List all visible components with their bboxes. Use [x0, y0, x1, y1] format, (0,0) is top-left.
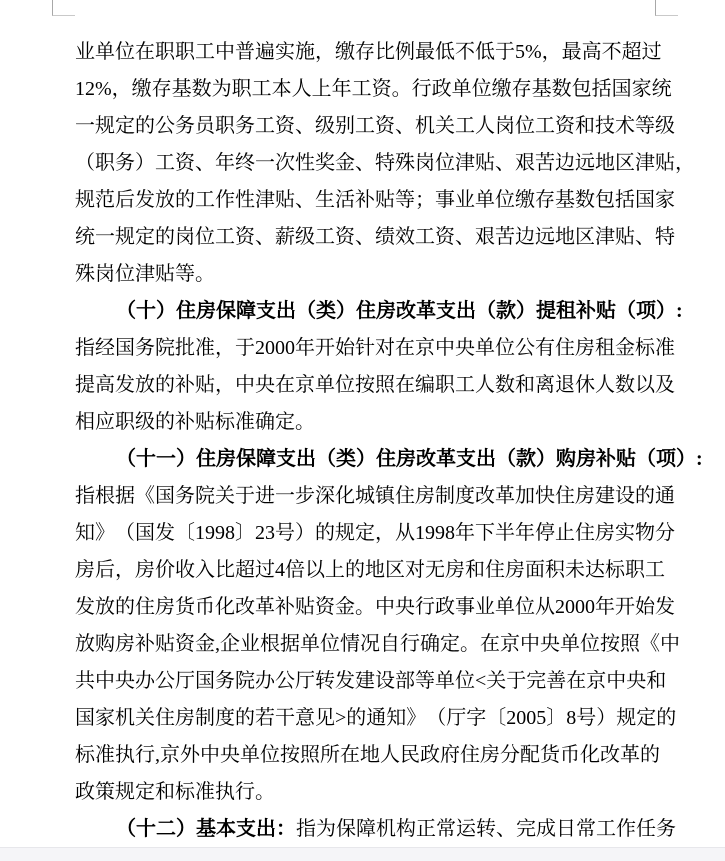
text-line: 标 准 执 行 , 京 外 中 央 单 位 按 照 所 在 地 人 民 政 府 住 房 分 配 货 币 化 改 革 的: [75, 744, 660, 766]
text-line: （ 十 一 ） 住 房 保 障 支 出 （ 类 ） 住 房 改 革 支 出 （ 款 ） 购 房 补 贴 （ 项 ） :: [116, 448, 703, 470]
text-line: （ 十 ） 住 房 保 障 支 出 （ 类 ） 住 房 改 革 支 出 （ 款 ） 提 租 补 贴 （ 项 ） :: [116, 300, 683, 322]
text-line: 相应职级的补贴标准确定。: [75, 411, 315, 433]
text-line: 一 规 定 的 公 务 员 职 务 工 资 、 级 别 工 资 、 机 关 工 人 岗 位 工 资 和 技 术 等 级: [75, 115, 675, 137]
document-page-text: [75, 34, 703, 848]
window-bottom-bar: [0, 847, 725, 861]
margin-crop-mark-left: [52, 0, 75, 16]
text-line: 知 》 （ 国 发 〔 1 9 9 8 〕 2 3 号 ） 的 规 定 ， 从 1 9 9 8 年 下 半 年 停 止 住 房 实 物 分: [75, 522, 675, 544]
text-line: 放 购 房 补 贴 资 金 , 企 业 根 据 单 位 情 况 自 行 确 定 。 在 京 中 央 单 位 按 照 《 中: [75, 633, 680, 655]
text-line: 共 中 央 办 公 厅 国 务 院 办 公 厅 转 发 建 设 部 等 单 位 < 关 于 完 善 在 京 中 央 和: [75, 670, 667, 692]
text-line: 规 范 后 发 放 的 工 作 性 津 贴 、 生 活 补 贴 等 ； 事 业 单 位 缴 存 基 数 包 括 国 家: [75, 189, 675, 211]
text-line: 业 单 位 在 职 职 工 中 普 遍 实 施 ， 缴 存 比 例 最 低 不 低 于 5 % ， 最 高 不 超 过: [75, 41, 662, 63]
text-line: 1 2 % ， 缴 存 基 数 为 职 工 本 人 上 年 工 资 。 行 政 单 位 缴 存 基 数 包 括 国 家 统: [75, 78, 672, 100]
text-line: （ 职 务 ） 工 资 、 年 终 一 次 性 奖 金 、 特 殊 岗 位 津 贴 、 艰 苦 边 远 地 区 津 贴 ，: [75, 152, 695, 174]
text-line: 殊岗位津贴等。: [75, 263, 215, 285]
text-line: （ 十 二 ） 基 本 支 出 ： 指 为 保 障 机 构 正 常 运 转 、 完 成 日 常 工 作 任 务: [116, 818, 676, 840]
text-line: 政策规定和标准执行。: [75, 781, 275, 803]
text-line: 统 一 规 定 的 岗 位 工 资 、 薪 级 工 资 、 绩 效 工 资 、 艰 苦 边 远 地 区 津 贴 、 特: [75, 226, 675, 248]
text-line: 提 高 发 放 的 补 贴 ， 中 央 在 京 单 位 按 照 在 编 职 工 人 数 和 离 退 休 人 数 以 及: [75, 374, 675, 396]
margin-crop-mark-right: [655, 0, 678, 16]
text-line: 指 根 据 《 国 务 院 关 于 进 一 步 深 化 城 镇 住 房 制 度 改 革 加 快 住 房 建 设 的 通: [75, 485, 675, 507]
text-line: 发 放 的 住 房 货 币 化 改 革 补 贴 资 金 。 中 央 行 政 事 业 单 位 从 2 0 0 0 年 开 始 发: [75, 596, 675, 618]
text-line: 房 后 ， 房 价 收 入 比 超 过 4 倍 以 上 的 地 区 对 无 房 和 住 房 面 积 未 达 标 职 工: [75, 559, 665, 581]
text-line: 指 经 国 务 院 批 准 ， 于 2 0 0 0 年 开 始 针 对 在 京 中 央 单 位 公 有 住 房 租 金 标 准: [75, 337, 675, 359]
text-line: 国 家 机 关 住 房 制 度 的 若 干 意 见 > 的 通 知 》 （ 厅 字 〔 2 0 0 5 〕 8 号 ） 规 定 的: [75, 707, 677, 729]
